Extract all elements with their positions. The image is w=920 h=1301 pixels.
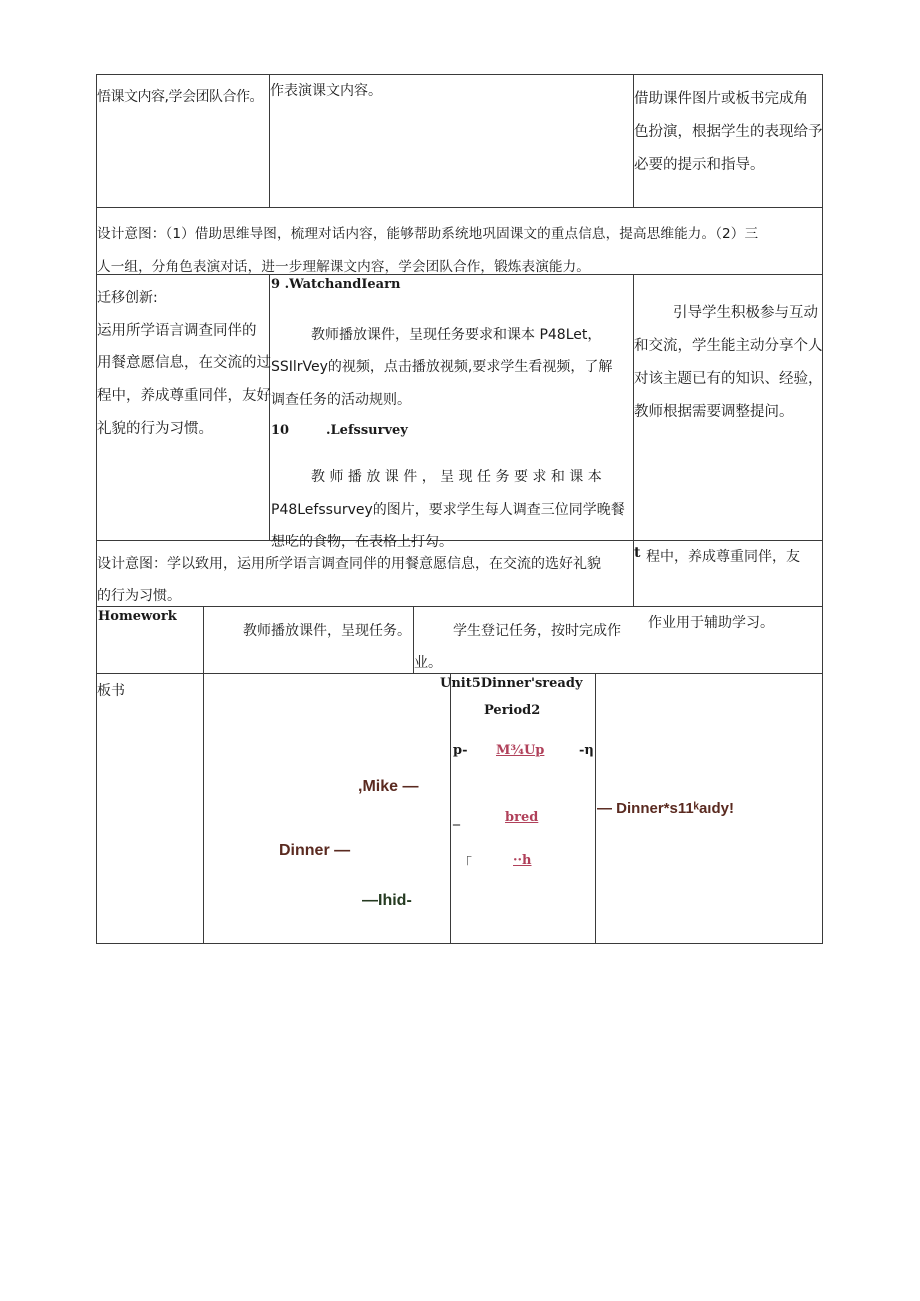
row1-bottom-line: [96, 207, 823, 208]
board-p-right: -η: [579, 743, 594, 758]
design-intent-1-line-1: 设计意图：（1）借助思维导图，梳理对话内容，能够帮助系统地巩固课文的重点信息，提高思维能力。（2）三: [97, 226, 759, 242]
homework-teacher-activity: 教师播放课件，呈现任务。: [243, 623, 411, 639]
design2-bottom-line: [96, 606, 823, 607]
board-divider-1: [203, 673, 204, 943]
step9-text-line-1: 教师播放课件，呈现任务要求和课本 P48Let，: [311, 327, 602, 343]
board-p-left: p-: [453, 743, 468, 758]
row1-objective: 悟课文内容,学会团队合作。: [97, 89, 263, 105]
table-border-left: [96, 74, 97, 944]
homework-student-line-2: 业。: [414, 655, 442, 671]
board-word-2: bred: [505, 810, 539, 825]
board-mike: ,Mike —: [358, 778, 419, 795]
step9-text-line-2: SSIlrVey的视频，点击播放视频,要求学生看视频，了解: [271, 359, 613, 375]
board-bracket: 「: [458, 856, 472, 872]
homework-divider-1: [203, 606, 204, 673]
table-border-bottom: [96, 943, 823, 944]
design-intent-2-t: t: [634, 545, 641, 561]
transfer-guidance-line-1: 引导学生积极参与互动: [673, 305, 818, 321]
row1-guidance-line-3: 必要的提示和指导。: [634, 157, 765, 173]
board-label: 板书: [97, 683, 125, 699]
board-dash-left: _: [453, 810, 460, 826]
step10-text-line-1: 教 师 播 放 课 件 ， 呈 现 任 务 要 求 和 课 本: [311, 469, 602, 485]
board-word-1: M¾Up: [496, 743, 545, 758]
transfer-goal-line-4: 礼貌的行为习惯。: [97, 421, 213, 437]
table-border-right: [822, 74, 823, 944]
row1-guidance-line-1: 借助课件图片或板书完成角: [634, 91, 808, 107]
step10-number: 10: [271, 423, 290, 438]
transfer-bottom-line: [96, 540, 823, 541]
board-period: Period2: [484, 703, 541, 718]
homework-student-line-1: 学生登记任务，按时完成作: [453, 623, 621, 639]
transfer-guidance-line-3: 对该主题已有的知识、经验，: [634, 371, 823, 387]
step10-title: .Lefssurvey: [326, 423, 408, 438]
design-intent-1-line-2: 人一组，分角色表演对话，进一步理解课文内容，学会团队合作，锻炼表演能力。: [97, 259, 590, 275]
design-intent-2-line-2: 的行为习惯。: [97, 588, 181, 604]
transfer-goal-line-3: 程中，养成尊重同伴，友好: [97, 388, 271, 404]
transfer-guidance-line-4: 教师根据需要调整提问。: [634, 404, 794, 420]
row1-guidance-line-2: 色扮演，根据学生的表现给予: [634, 124, 823, 140]
homework-label: Homework: [98, 609, 177, 624]
homework-purpose: 作业用于辅助学习。: [648, 615, 774, 631]
board-title: Unit5Dinner'sready: [440, 676, 583, 691]
step9-title: 9 .WatchandIearn: [271, 277, 401, 292]
board-dinner: Dinner —: [279, 842, 351, 859]
step10-text-line-2: P48Lefssurvey的图片，要求学生每人调查三位同学晚餐: [271, 502, 625, 518]
board-word-3: ··h: [513, 853, 532, 868]
homework-bottom-line: [96, 673, 823, 674]
transfer-goal-line-1: 运用所学语言调查同伴的: [97, 323, 257, 339]
step10-text-line-3-clip: [271, 531, 631, 550]
transfer-goal-line-2: 用餐意愿信息，在交流的过: [97, 355, 271, 371]
row1-activity: 作表演课文内容。: [270, 83, 382, 99]
table-border-top: [96, 74, 823, 75]
board-divider-3: [595, 673, 596, 943]
step9-text-line-3: 调查任务的活动规则。: [271, 392, 411, 408]
transfer-guidance-line-2: 和交流，学生能主动分享个人: [634, 338, 823, 354]
transfer-heading: 迁移创新:: [97, 290, 158, 306]
board-ihid: —Ihid-: [362, 892, 412, 909]
step10-text-line-3: 想吃的食物，在表格上打勾。: [271, 534, 453, 550]
board-divider-2: [450, 673, 451, 943]
board-dinner-ready: — Dinner*s11ᵏaıdy!: [597, 800, 734, 817]
design-intent-2-line-1: 设计意图：学以致用，运用所学语言调查同伴的用餐意愿信息，在交流的选好礼貌: [97, 556, 601, 572]
design-intent-2-continued: 程中，养成尊重同伴，友: [646, 549, 800, 565]
